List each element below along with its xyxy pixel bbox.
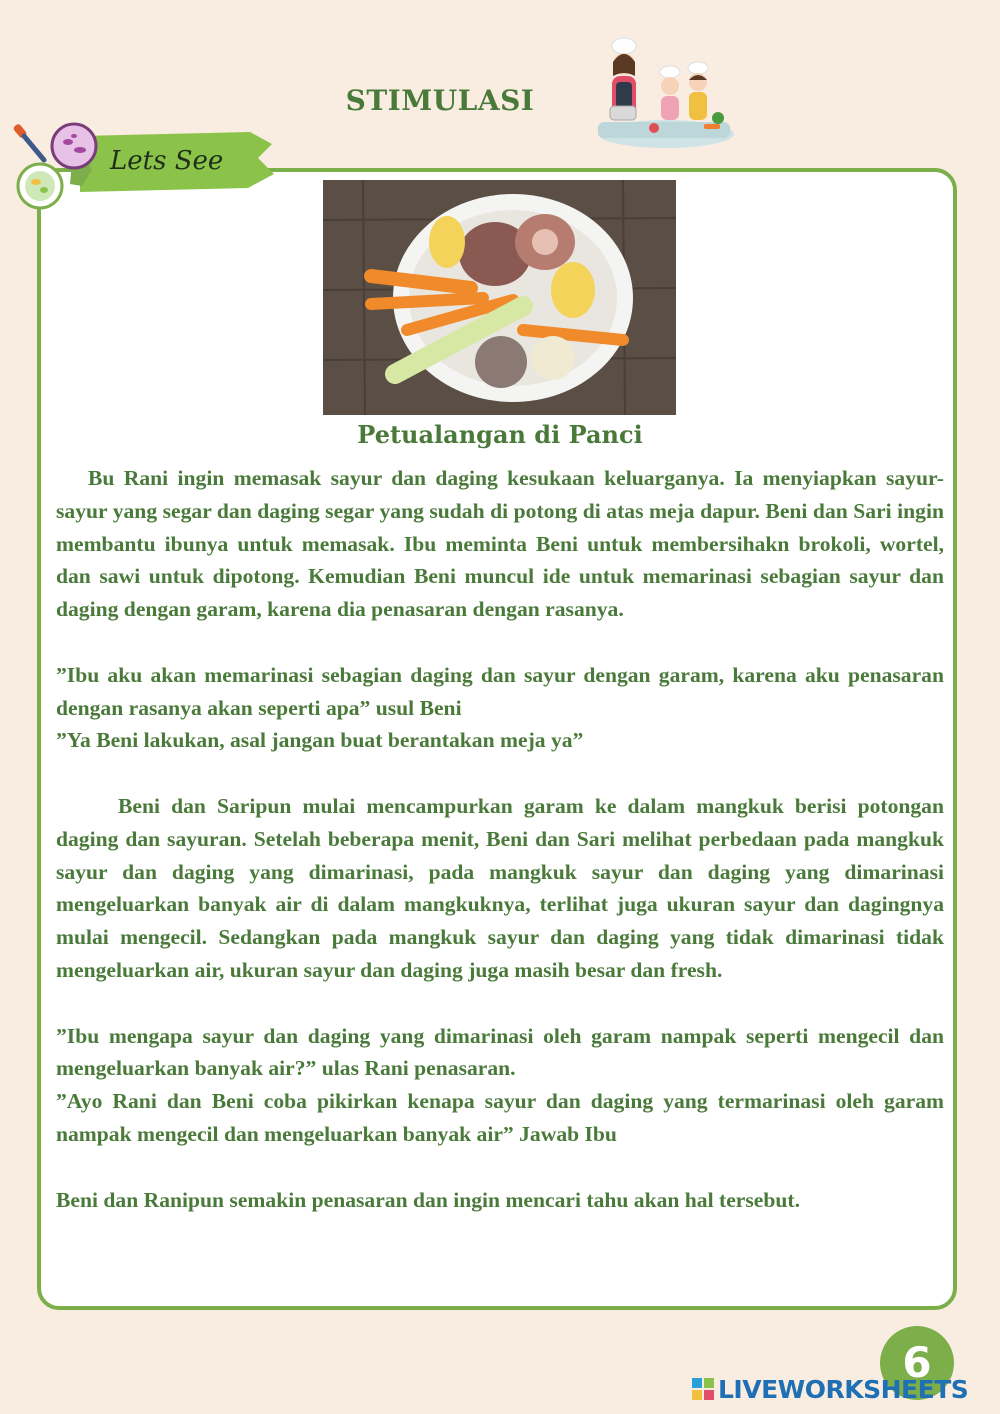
petri-dish-icon: [18, 164, 62, 208]
pipette-icon: [12, 123, 44, 160]
page-number-badge: 6: [880, 1326, 954, 1400]
section-label: Lets See: [110, 146, 224, 176]
dialogue-1: ”Ibu aku akan memarinasi sebagian daging dan sayur dengan garam, karena aku penasaran dengan rasanya akan seperti apa” usul Beni: [56, 662, 944, 720]
liveworksheets-watermark: [692, 1374, 968, 1404]
story-paragraph-2: Beni dan Saripun mulai mencampurkan garam ke dalam mangkuk berisi potongan daging dan sayuran. Setelah beberapa menit, Beni dan Sari melihat perbedaan pada mangkuk sayur dan daging yang dimarinasi, pada mangkuk sayur dan daging yang dimarinasi mengeluarkan banyak air di dalam mangkuknya, terlihat juga ukuran sayur dan dagingnya mulai mengecil. Sedangkan pada mangkuk sayur dan daging yang tidak dimarinasi tidak mengeluarkan air, ukuran sayur dan daging juga masih besar dan fresh.: [56, 793, 944, 982]
chef-family-illustration: [594, 36, 734, 152]
story-paragraph-3: Beni dan Ranipun semakin penasaran dan ingin mencari tahu akan hal tersebut.: [56, 1187, 800, 1212]
page-title: [0, 84, 1000, 117]
dialogue-3: ”Ibu mengapa sayur dan daging yang dimarinasi oleh garam nampak seperti mengecil dan mengeluarkan banyak air?” ulas Rani penasaran.: [56, 1023, 944, 1081]
story-title: Petualangan di Panci: [357, 420, 643, 449]
liveworksheets-text: LIVEWORKSHEETS: [718, 1374, 969, 1404]
food-bowl-photo: [323, 180, 676, 415]
dialogue-2: ”Ya Beni lakukan, asal jangan buat berantakan meja ya”: [56, 728, 584, 753]
story-body: [56, 462, 944, 1216]
story-paragraph-1: Bu Rani ingin memasak sayur dan daging kesukaan keluarganya. Ia menyiapkan sayur-sayur yang segar dan daging segar yang sudah di potong di atas meja dapur. Beni dan Sari ingin membantu ibunya untuk memasak. Ibu meminta Beni untuk membersihakn brokoli, wortel, dan sawi untuk dipotong. Kemudian Beni muncul ide untuk memarinasi sebagian sayur dan daging dengan garam, karena dia penasaran dengan rasanya.: [56, 466, 944, 622]
dialogue-4: ”Ayo Rani dan Beni coba pikirkan kenapa sayur dan daging yang termarinasi oleh garam nampak mengecil dan mengeluarkan banyak air” Jawab Ibu: [56, 1089, 944, 1146]
page-title-text: STIMULASI: [345, 84, 535, 117]
liveworksheets-logo-icon: [692, 1378, 714, 1400]
